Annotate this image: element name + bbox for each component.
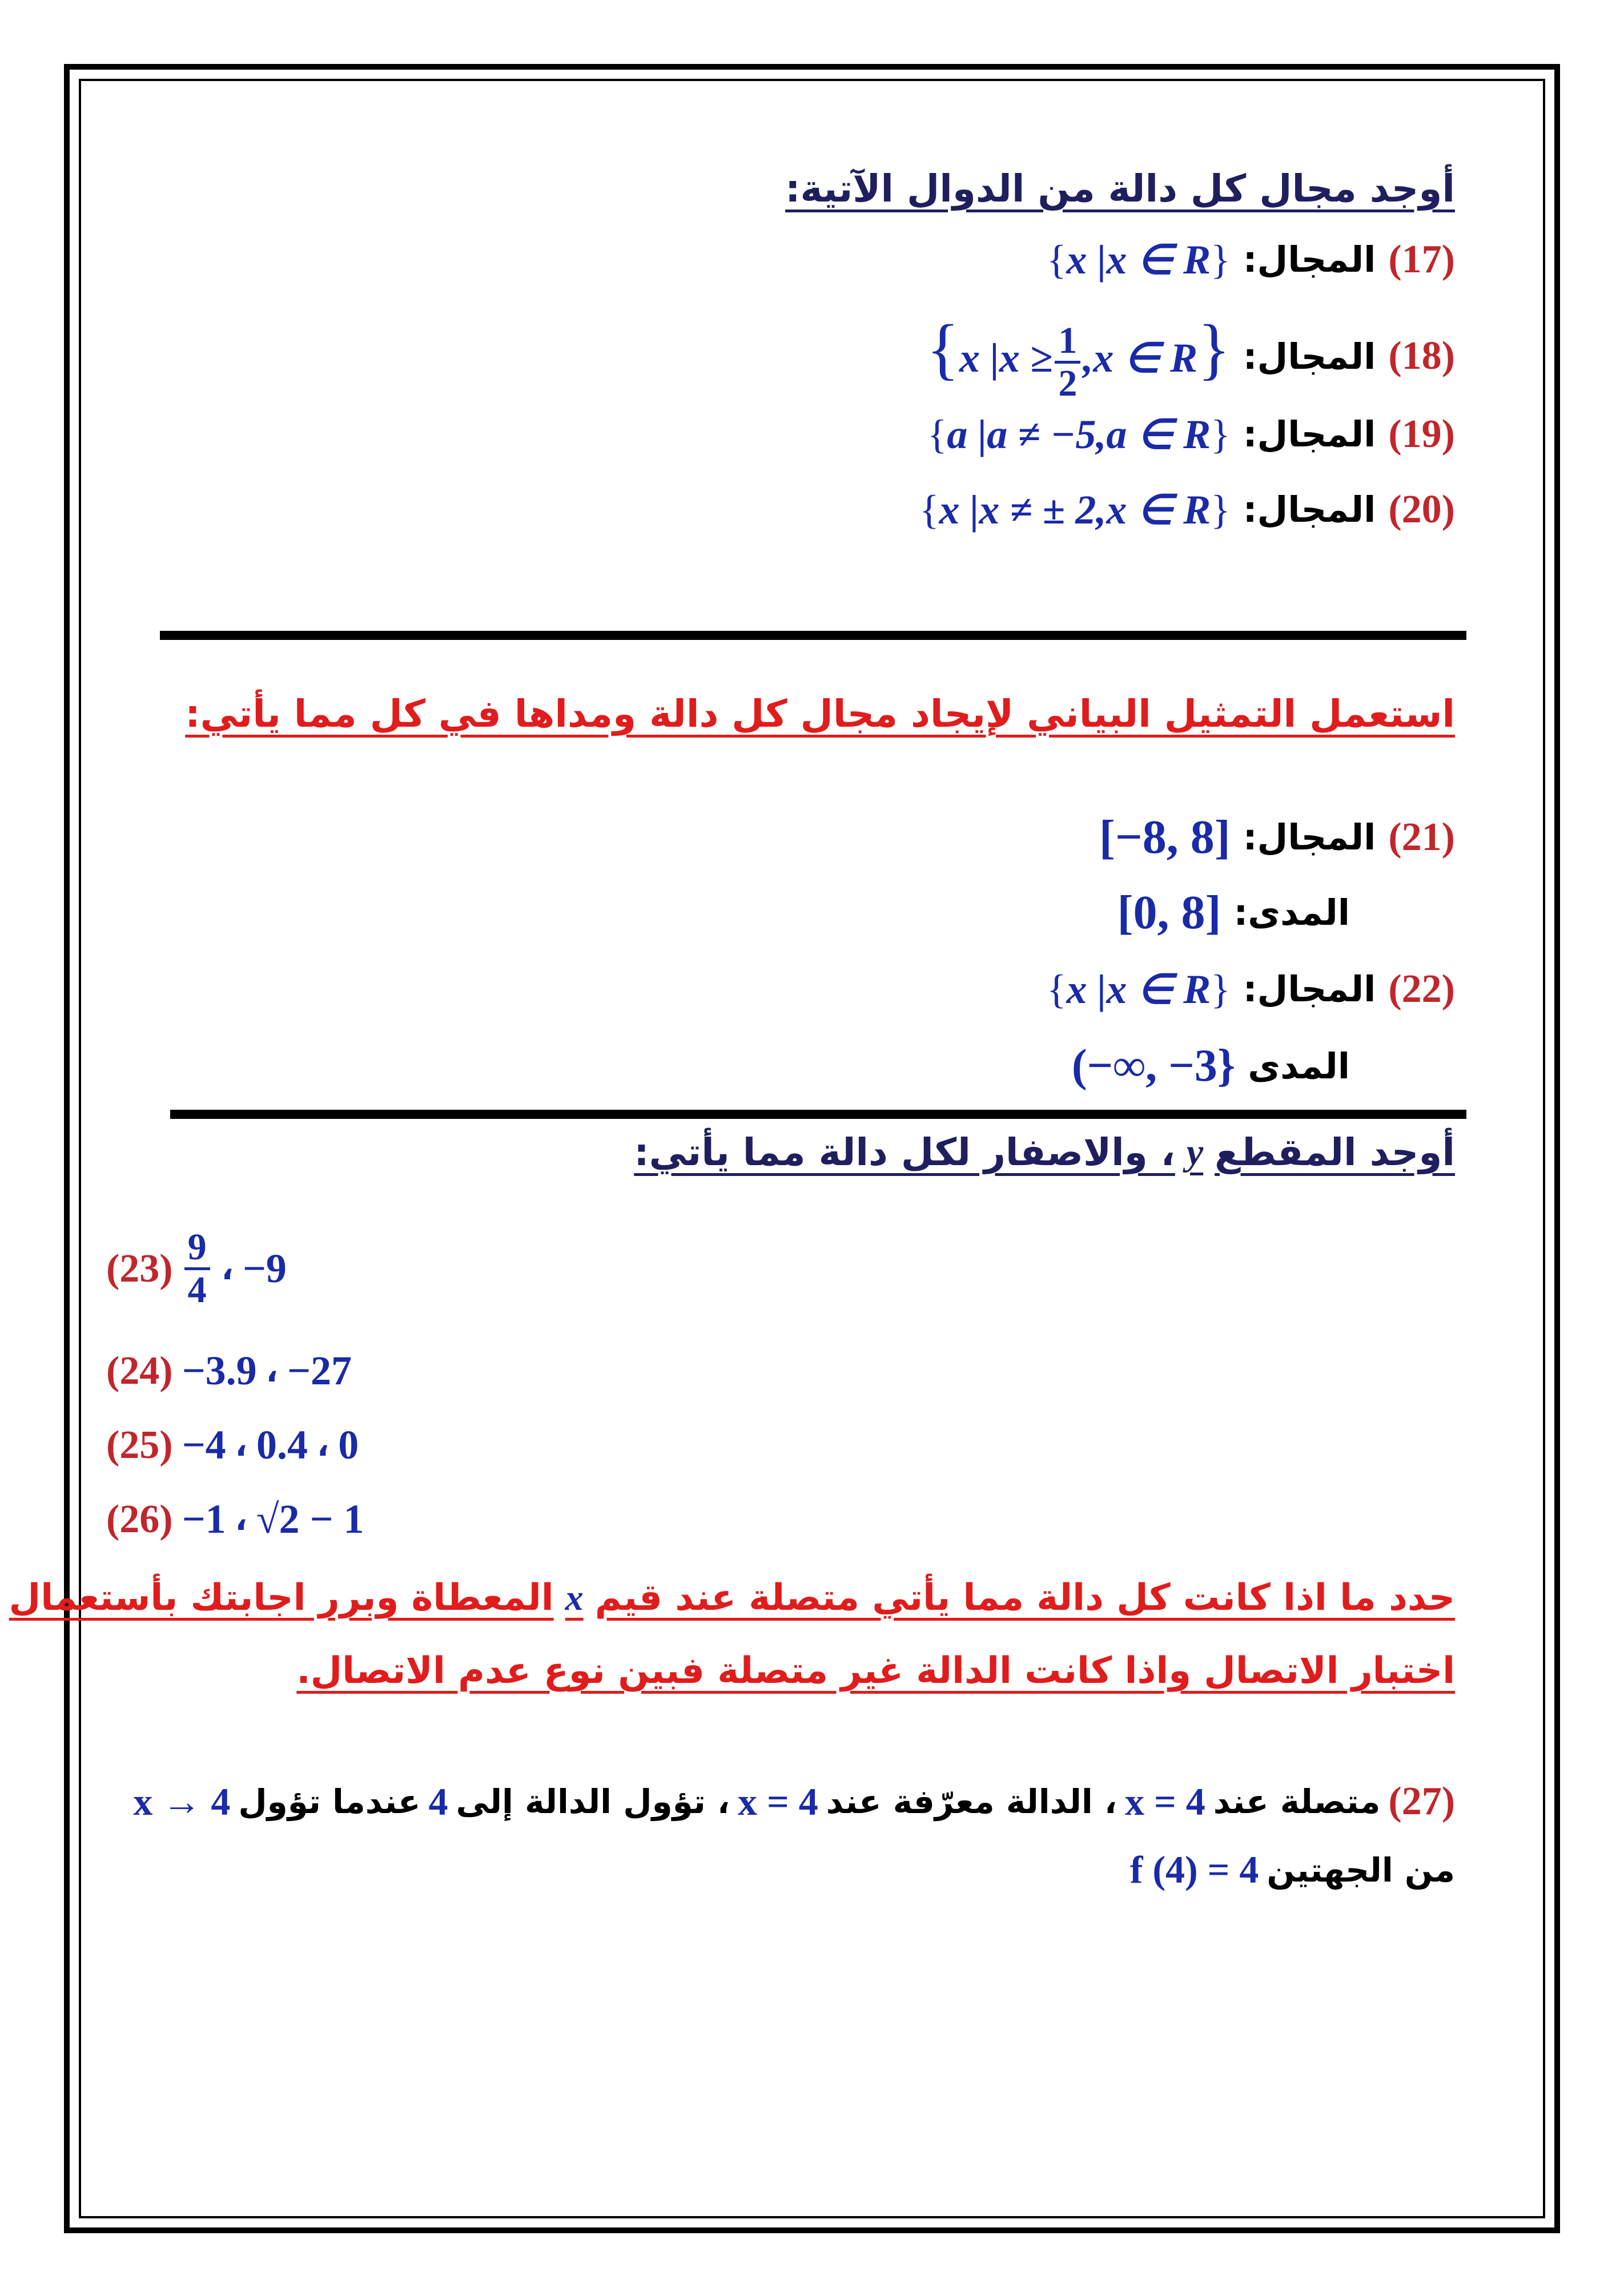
section-divider <box>160 631 1466 640</box>
fraction-23: $\frac{9}{4}$ <box>182 1227 212 1310</box>
item-24: (24) −3.9 ، −27 <box>106 1348 352 1393</box>
item-23: (23) $\frac{9}{4}$ ، −9 <box>106 1226 287 1311</box>
heading-variable: y <box>1186 1131 1204 1173</box>
domain-label: المجال: <box>1243 489 1376 530</box>
math-x-approaches-4: x → 4 <box>133 1779 231 1823</box>
math-x-eq-4: x = 4 <box>1125 1779 1205 1823</box>
item-18 <box>926 309 1455 404</box>
item-19 <box>927 410 1455 458</box>
item-number: (23) <box>106 1246 173 1291</box>
section2-heading: استعمل التمثيل البياني لإيجاد مجال كل دالة ومداها في كل مما يأتي: <box>185 692 1455 736</box>
domain-label: المجال: <box>1243 968 1376 1010</box>
range-label: المدى <box>1248 1045 1350 1087</box>
value-26a: −1 <box>182 1496 226 1542</box>
math-f-of-4: f (4) = 4 <box>1129 1848 1259 1891</box>
value-25a: −4 <box>182 1422 226 1468</box>
domain-set-18: {x |x ≥ $\frac{1}{2}$ ,x ∈ R} <box>926 311 1231 404</box>
item-number: (25) <box>106 1423 173 1467</box>
section3-heading: أوجد المقطع y ، والاصفار لكل دالة مما يأتي: <box>634 1130 1455 1174</box>
range-label: المدى: <box>1233 892 1350 933</box>
section1-heading: أوجد مجال كل دالة من الدوال الآتية: <box>785 167 1455 211</box>
section-divider <box>170 1110 1466 1119</box>
domain-label: المجال: <box>1243 816 1376 858</box>
domain-set-19: {a |a ≠ −5,a ∈ R} <box>927 412 1231 457</box>
value-24a: −3.9 <box>182 1348 257 1393</box>
domain-label: المجال: <box>1243 239 1376 280</box>
item-17 <box>1047 235 1455 284</box>
item-22-range <box>1072 1040 1350 1092</box>
domain-value-21: [−8, 8] <box>1099 811 1231 864</box>
item-number: (22) <box>1388 966 1455 1011</box>
item-27-line2: من الجهتين f (4) = 4 <box>1129 1848 1455 1891</box>
domain-label: المجال: <box>1243 413 1376 455</box>
item-number: (21) <box>1388 815 1455 859</box>
item-27-line1: (27) متصلة عند x = 4 ، الدالة معرّفة عند x = 4 ، تؤول الدالة إلى 4 عندما تؤول x → 4 <box>133 1779 1455 1823</box>
domain-set-20: {x |x ≠ ± 2,x ∈ R} <box>919 487 1231 533</box>
domain-label: المجال: <box>1243 335 1376 377</box>
section4-heading-line2: اختبار الاتصال واذا كانت الدالة غير متصلة فبين نوع عدم الاتصال. <box>296 1650 1455 1692</box>
value-23: −9 <box>242 1246 287 1291</box>
value-25b: 0.4 <box>256 1422 308 1468</box>
item-number: (19) <box>1388 412 1455 456</box>
item-21-range <box>1117 885 1350 940</box>
item-number: (20) <box>1388 487 1455 531</box>
range-value-21: [0, 8] <box>1117 886 1221 939</box>
math-x-eq-4: x = 4 <box>738 1779 818 1823</box>
item-number: (27) <box>1388 1779 1455 1823</box>
item-25: (25) −4 ، 0.4 ، 0 <box>106 1422 359 1468</box>
worksheet <box>9 86 1538 2212</box>
math-limit-value: 4 <box>428 1779 448 1823</box>
value-24b: −27 <box>287 1348 352 1393</box>
item-number: (18) <box>1388 334 1455 378</box>
item-number: (26) <box>106 1497 173 1541</box>
section4-heading-line1: حدد ما اذا كانت كل دالة مما يأتي متصلة عند قيم x المعطاة وبرر اجابتك بأستعمال <box>9 1577 1455 1619</box>
item-22-domain <box>1047 965 1455 1013</box>
item-21-domain <box>1099 809 1455 865</box>
item-26: (26) −1 ، √2 − 1 <box>106 1496 364 1542</box>
range-value-22: (−∞, −3} <box>1071 1041 1236 1091</box>
fraction: $\frac{1}{2}$ <box>1055 321 1080 404</box>
value-25c: 0 <box>338 1422 359 1468</box>
item-number: (17) <box>1388 237 1455 281</box>
item-number: (24) <box>106 1348 173 1393</box>
value-26b: √2 − 1 <box>256 1496 364 1542</box>
heading-variable: x <box>565 1577 584 1618</box>
domain-set-17: {x |x ∈ R} <box>1046 237 1231 283</box>
domain-set-22: {x |x ∈ R} <box>1046 966 1231 1012</box>
item-20 <box>919 485 1455 534</box>
